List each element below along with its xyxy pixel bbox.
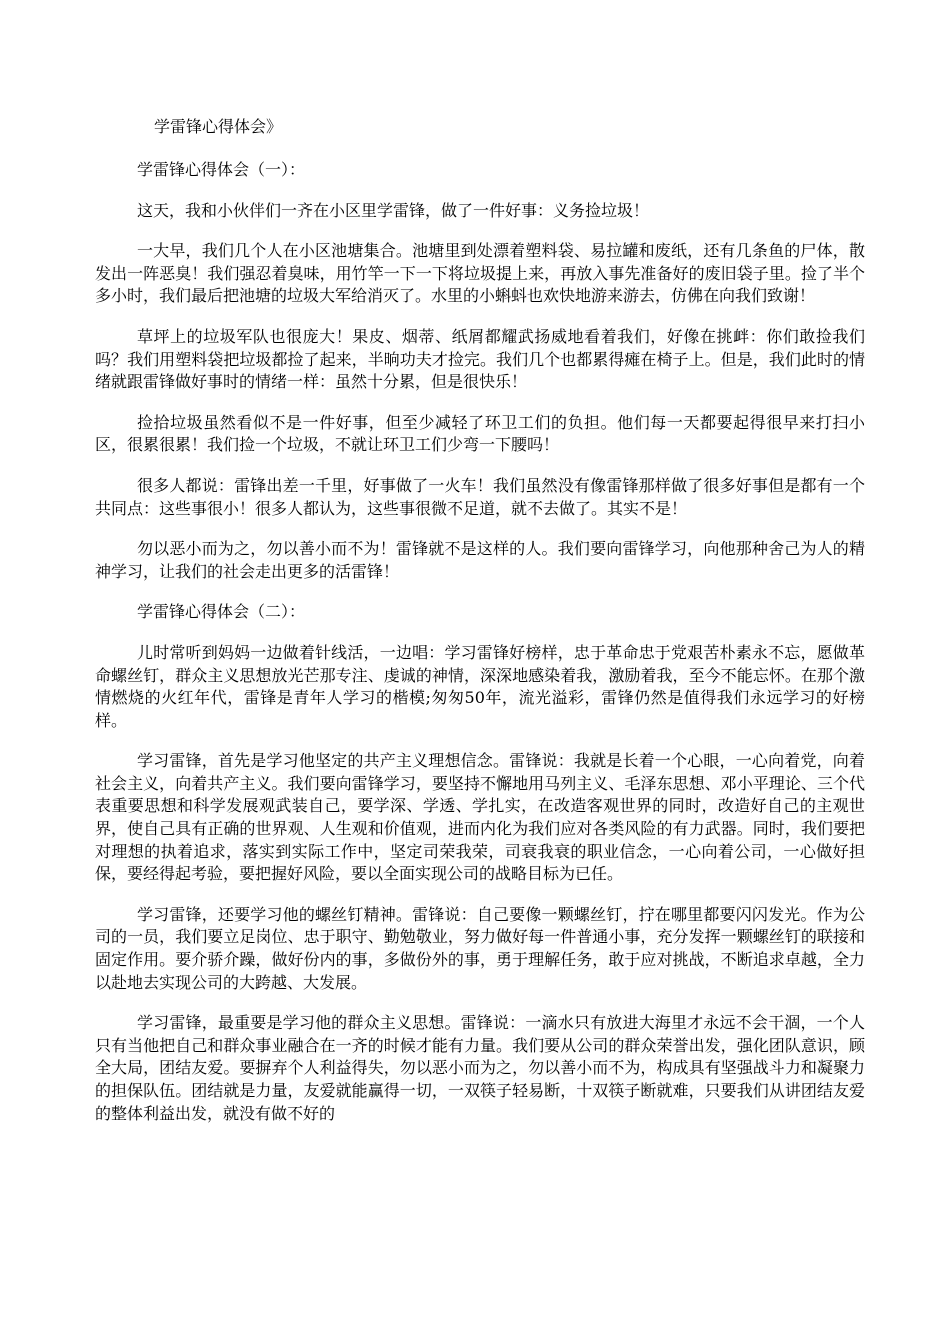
paragraph: 这天，我和小伙伴们一齐在小区里学雷锋，做了一件好事：义务捡垃圾！: [137, 200, 650, 220]
paragraph: 很多人都说：雷锋出差一千里，好事做了一火车！我们虽然没有像雷锋那样做了很多好事但是都有一个共同点：这些事很小！很多人都认为，这些事很微不足道，就不去做了。其实不是！: [95, 475, 865, 518]
paragraph: 学习雷锋，还要学习他的螺丝钉精神。雷锋说：自己要像一颗螺丝钉，拧在哪里都要闪闪发光。作为公司的一员，我们要立足岗位、忠于职守、勤勉敬业，努力做好每一件普通小事，充分发挥一颗螺丝钉的联接和固定作用。要介骄介躁，做好份内的事，多做份外的事，勇于理解任务，敢于应对挑战，不断追求卓越，全力以赴地去实现公司的大跨越、大发展。: [95, 904, 865, 992]
paragraph: 一大早，我们几个人在小区池塘集合。池塘里到处漂着塑料袋、易拉罐和废纸，还有几条鱼的尸体，散发出一阵恶臭！我们强忍着臭味，用竹竿一下一下将垃圾提上来，再放入事先准备好的废旧袋子里。捡了半个多小时，我们最后把池塘的垃圾大军给消灭了。水里的小蝌蚪也欢快地游来游去，仿佛在向我们致谢！: [95, 241, 865, 306]
paragraph: 勿以恶小而为之，勿以善小而不为！雷锋就不是这样的人。我们要向雷锋学习，向他那种舍己为人的精神学习，让我们的社会走出更多的活雷锋！: [95, 539, 865, 581]
section-heading-2: 学雷锋心得体会（二）：: [137, 602, 306, 622]
paragraph: 学习雷锋，最重要是学习他的群众主义思想。雷锋说：一滴水只有放进大海里才永远不会干涸，一个人只有当他把自己和群众事业融合在一齐的时候才能有力量。我们要从公司的群众荣誉出发，强化团队意识，顾全大局，团结友爱。要摒弃个人利益得失，勿以恶小而为之，勿以善小而不为，构成具有坚强战斗力和凝聚力的担保队伍。团结就是力量，友爱就能赢得一切，一双筷子轻易断，十双筷子断就难，只要我们从讲团结友爱的整体利益出发，就没有做不好的: [95, 1013, 865, 1123]
paragraph: 学习雷锋，首先是学习他坚定的共产主义理想信念。雷锋说：我就是长着一个心眼，一心向着党，向着社会主义，向着共产主义。我们要向雷锋学习，要坚持不懈地用马列主义、毛泽东思想、邓小平理论、三个代表重要思想和科学发展观武装自己，要学深、学透、学扎实，在改造客观世界的同时，改造好自己的主观世界，使自己具有正确的世界观、人生观和价值观，进而内化为我们应对各类风险的有力武器。同时，我们要把对理想的执着追求，落实到实际工作中，坚定司荣我荣，司衰我衰的职业信念，一心向着公司，一心做好担保，要经得起考验，要把握好风险，要以全面实现公司的战略目标为已任。: [95, 751, 865, 884]
paragraph: 捡拾垃圾虽然看似不是一件好事，但至少减轻了环卫工们的负担。他们每一天都要起得很早来打扫小区，很累很累！我们捡一个垃圾，不就让环卫工们少弯一下腰吗！: [95, 412, 865, 455]
paragraph: 儿时常听到妈妈一边做着针线活，一边唱：学习雷锋好榜样，忠于革命忠于党艰苦朴素永不忘，愿做革命螺丝钉，群众主义思想放光芒那专注、虔诚的神情，深深地感染着我，激励着我，至今不能忘怀。在那个激情燃烧的火红年代，雷锋是青年人学习的楷模;匆匆50年，流光溢彩，雷锋仍然是值得我们永远学习的好榜样。: [95, 642, 865, 730]
document-page: [95, 116, 865, 1143]
section-heading-1: 学雷锋心得体会（一）：: [137, 160, 306, 179]
document-title: 学雷锋心得体会》: [154, 117, 283, 136]
paragraph: 草坪上的垃圾军队也很庞大！果皮、烟蒂、纸屑都耀武扬威地看着我们，好像在挑衅：你们敢捡我们吗？我们用塑料袋把垃圾都捡了起来，半晌功夫才捡完。我们几个也都累得瘫在椅子上。但是，我们此时的情绪就跟雷锋做好事时的情绪一样：虽然十分累，但是很快乐！: [95, 326, 865, 392]
